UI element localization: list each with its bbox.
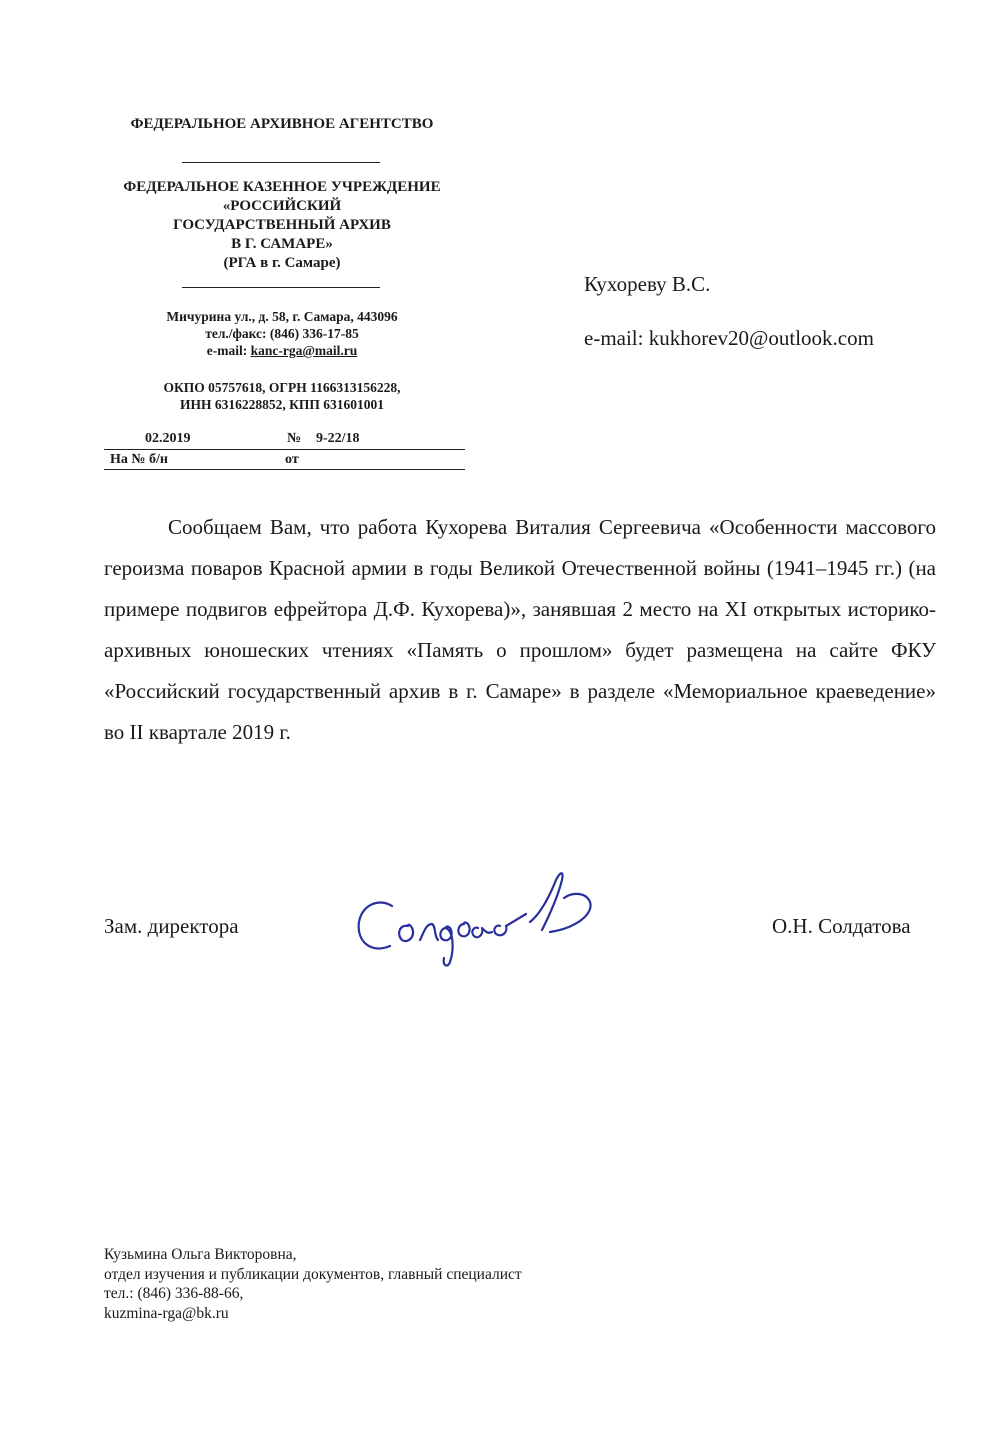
handwritten-signature — [350, 862, 640, 972]
institution-line: В Г. САМАРЕ» — [231, 236, 333, 252]
signatory-position: Зам. директора — [104, 914, 239, 938]
executor-phone: тел.: (846) 336-88-66, — [104, 1285, 244, 1302]
addressee-name: Кухореву В.С. — [584, 272, 711, 296]
letter-body: Сообщаем Вам, что работа Кухорева Виталия Сергеевича «Особенности массового героизма поваров Красной армии в годы Великой Отечественной войны (1941–1945 гг.) (на примере подвигов ефрейтора Д.Ф. Кухорева)», занявшая 2 место на XI открытых историко-архивных юношеских чтениях «Память о прошлом» будет размещена на сайте ФКУ «Российский государственный архив в г. Самаре» в разделе «Мемориальное краеведение» во II квартале 2019 г. — [104, 515, 936, 744]
institution-email-label: e-mail: — [206, 343, 248, 358]
executor-email[interactable]: kuzmina-rga@bk.ru — [104, 1304, 229, 1322]
institution-address: Мичурина ул., д. 58, г. Самара, 443096 — [166, 309, 398, 324]
institution-codes — [92, 379, 472, 413]
institution-short-name: (РГА в г. Самаре) — [223, 255, 341, 271]
institution-phone: тел./факс: (846) 336-17-85 — [205, 326, 359, 341]
executor-contact — [104, 1245, 522, 1323]
executor-name: Кузьмина Ольга Викторовна, — [104, 1246, 297, 1263]
contact-block — [92, 308, 472, 359]
institution-email-link[interactable]: kanc-rga@mail.ru — [250, 343, 358, 358]
registration-line-1 — [104, 449, 465, 450]
registration-number-label: № — [287, 431, 302, 446]
reference-label: На № б/н — [110, 452, 168, 467]
executor-department: отдел изучения и публикации документов, главный специалист — [104, 1265, 522, 1283]
registration-date: 02.2019 — [145, 431, 191, 446]
agency-name: ФЕДЕРАЛЬНОЕ АРХИВНОЕ АГЕНТСТВО — [130, 116, 434, 132]
institution-name — [92, 178, 472, 273]
from-label: от — [285, 452, 299, 467]
registration-number: 9-22/18 — [316, 431, 360, 446]
letterhead-divider-top — [182, 162, 380, 163]
letterhead-divider-bottom — [182, 287, 380, 288]
registration-line-2 — [104, 469, 465, 470]
institution-line: «РОССИЙСКИЙ — [222, 198, 342, 214]
institution-line: ФЕДЕРАЛЬНОЕ КАЗЕННОЕ УЧРЕЖДЕНИЕ — [123, 179, 441, 195]
addressee-email: e-mail: kukhorev20@outlook.com — [584, 326, 874, 350]
codes-line: ОКПО 05757618, ОГРН 1166313156228, — [163, 380, 401, 395]
codes-line: ИНН 6316228852, КПП 631601001 — [179, 397, 385, 412]
institution-line: ГОСУДАРСТВЕННЫЙ АРХИВ — [173, 217, 391, 233]
signatory-name: О.Н. Солдатова — [772, 914, 911, 938]
institution-email-line — [92, 342, 472, 359]
